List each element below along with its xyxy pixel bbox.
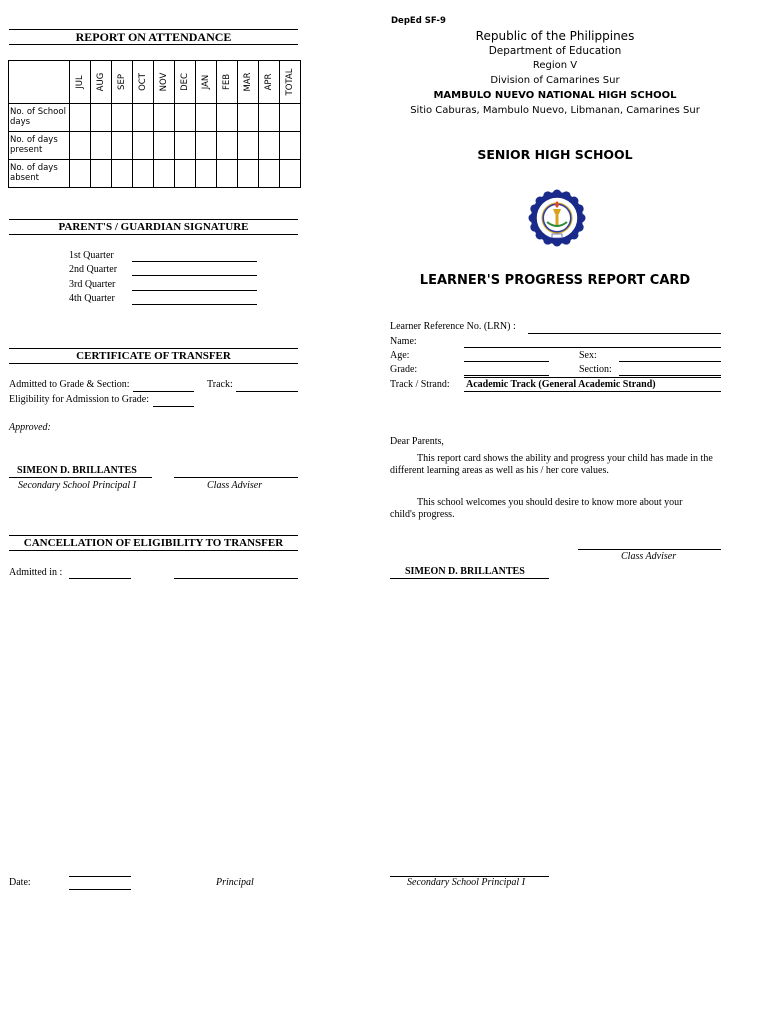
left-principal-title: Secondary School Principal I [18,480,137,491]
attendance-month-header [175,61,196,104]
signature-title: PARENT'S / GUARDIAN SIGNATURE [9,219,298,235]
attendance-cell[interactable] [196,104,217,132]
section-line[interactable] [619,375,721,376]
attendance-cell[interactable] [133,132,154,160]
attendance-month-header [259,61,280,104]
attendance-cell[interactable] [154,160,175,188]
attendance-month-header [196,61,217,104]
attendance-table [8,60,301,188]
attendance-row [9,160,301,188]
attendance-month-header [280,61,301,104]
left-principal-label: Principal [216,877,254,888]
attendance-cell[interactable] [217,160,238,188]
name-label: Name: [390,336,417,347]
admitted-grade-label: Admitted to Grade & Section: [9,379,130,390]
attendance-cell[interactable] [238,160,259,188]
date-label: Date: [9,877,31,888]
date-top-line [69,876,131,877]
republic-line: Republic of the Philippines [475,29,635,43]
school-name: MAMBULO NUEVO NATIONAL HIGH SCHOOL [433,90,677,101]
grade-label: Grade: [390,364,418,375]
left-adviser-line[interactable] [174,477,298,478]
attendance-month-label: AUG [96,72,106,92]
quarter-signature-line[interactable] [132,304,257,305]
admitted-in-label: Admitted in : [9,567,63,578]
attendance-month-label: NOV [159,72,169,92]
attendance-cell[interactable] [259,104,280,132]
name-line[interactable] [464,347,721,348]
school-seal-icon [528,189,586,247]
admitted-grade-line[interactable] [133,391,194,392]
admitted-in-line[interactable] [69,578,131,579]
attendance-month-header [154,61,175,104]
attendance-cell[interactable] [280,104,301,132]
cancellation-title: CANCELLATION OF ELIGIBILITY TO TRANSFER [9,535,298,551]
attendance-cell[interactable] [217,132,238,160]
quarter-signature-line[interactable] [132,275,257,276]
left-principal-line [9,477,152,478]
attendance-cell[interactable] [175,160,196,188]
card-title: LEARNER'S PROGRESS REPORT CARD [419,273,691,288]
attendance-row [9,104,301,132]
eligibility-line[interactable] [153,406,194,407]
attendance-cell[interactable] [133,104,154,132]
form-code: DepEd SF-9 [391,16,446,26]
level-title: SENIOR HIGH SCHOOL [477,147,633,162]
attendance-month-header [133,61,154,104]
approved-label: Approved: [9,422,51,433]
left-adviser-title: Class Adviser [207,480,263,491]
attendance-cell[interactable] [91,132,112,160]
attendance-title: REPORT ON ATTENDANCE [9,29,298,45]
right-principal-line [390,578,549,579]
attendance-cell[interactable] [238,104,259,132]
attendance-cell[interactable] [91,104,112,132]
left-principal-name: SIMEON D. BRILLANTES [17,465,137,476]
attendance-cell[interactable] [196,160,217,188]
attendance-month-label: SEP [117,74,127,90]
attendance-month-label: DEC [180,73,190,91]
attendance-cell[interactable] [175,104,196,132]
quarter-signature-line[interactable] [132,261,257,262]
attendance-cell[interactable] [70,160,91,188]
attendance-cell[interactable] [112,104,133,132]
attendance-cell[interactable] [112,160,133,188]
attendance-row-label: No. of days present [9,132,70,160]
track-label: Track: [207,379,233,390]
quarter-signature-line[interactable] [132,290,257,291]
eligibility-label: Eligibility for Admission to Grade: [9,394,149,405]
attendance-cell[interactable] [154,104,175,132]
letter-salutation: Dear Parents, [390,436,444,447]
track-strand-value: Academic Track (General Academic Strand) [466,379,656,390]
attendance-month-header [112,61,133,104]
attendance-cell[interactable] [154,132,175,160]
region-line: Region V [532,60,578,71]
attendance-month-label: OCT [138,73,148,91]
track-strand-top-line [464,377,721,378]
grade-line[interactable] [464,375,549,376]
lrn-line[interactable] [528,333,721,334]
track-line[interactable] [236,391,298,392]
quarter-label: 3rd Quarter [69,278,116,290]
attendance-cell[interactable] [70,104,91,132]
age-line[interactable] [464,361,549,362]
attendance-month-header [238,61,259,104]
attendance-cell[interactable] [259,132,280,160]
attendance-month-label: FEB [222,73,232,91]
cancellation-signature-line[interactable] [174,578,298,579]
attendance-row [9,132,301,160]
attendance-cell[interactable] [238,132,259,160]
attendance-cell[interactable] [70,132,91,160]
attendance-row-label: No. of School days [9,104,70,132]
bottom-principal-title: Secondary School Principal I [407,877,526,888]
attendance-month-header [70,61,91,104]
date-line[interactable] [69,889,131,890]
attendance-month-label: JAN [201,74,211,90]
letter-paragraph-2: This school welcomes you should desire to know more about your child's progress. [390,497,683,520]
attendance-cell[interactable] [196,132,217,160]
attendance-month-label: JUL [75,75,85,89]
letter-paragraph-1: This report card shows the ability and progress your child has made in the different learning areas as well as his / her core values. [390,453,713,476]
attendance-cell[interactable] [175,132,196,160]
attendance-row-label: No. of days absent [9,160,70,188]
attendance-month-header [217,61,238,104]
sex-label: Sex: [579,350,597,361]
attendance-month-label: APR [264,73,274,91]
attendance-cell[interactable] [259,160,280,188]
quarter-label: 2nd Quarter [69,264,118,276]
right-adviser-title: Class Adviser [621,551,677,562]
attendance-month-header [91,61,112,104]
attendance-cell[interactable] [112,132,133,160]
attendance-cell[interactable] [91,160,112,188]
quarter-label: 4th Quarter [69,292,115,304]
attendance-cell[interactable] [280,160,301,188]
lrn-label: Learner Reference No. (LRN) : [390,321,516,332]
attendance-month-label: MAR [243,72,253,92]
attendance-cell[interactable] [133,160,154,188]
department-line: Department of Education [488,45,622,57]
school-address: Sitio Caburas, Mambulo Nuevo, Libmanan, Camarines Sur [410,105,700,116]
track-strand-line [464,391,721,392]
attendance-month-label: TOTAL [285,68,295,96]
right-principal-name: SIMEON D. BRILLANTES [405,566,525,577]
right-adviser-line[interactable] [578,549,721,550]
track-strand-label: Track / Strand: [390,379,450,390]
division-line: Division of Camarines Sur [490,75,620,86]
transfer-title: CERTIFICATE OF TRANSFER [9,348,298,364]
attendance-cell[interactable] [280,132,301,160]
sex-line[interactable] [619,361,721,362]
section-label: Section: [579,364,612,375]
age-label: Age: [390,350,410,361]
attendance-corner-cell [9,61,70,104]
quarter-label: 1st Quarter [69,250,114,261]
attendance-cell[interactable] [217,104,238,132]
